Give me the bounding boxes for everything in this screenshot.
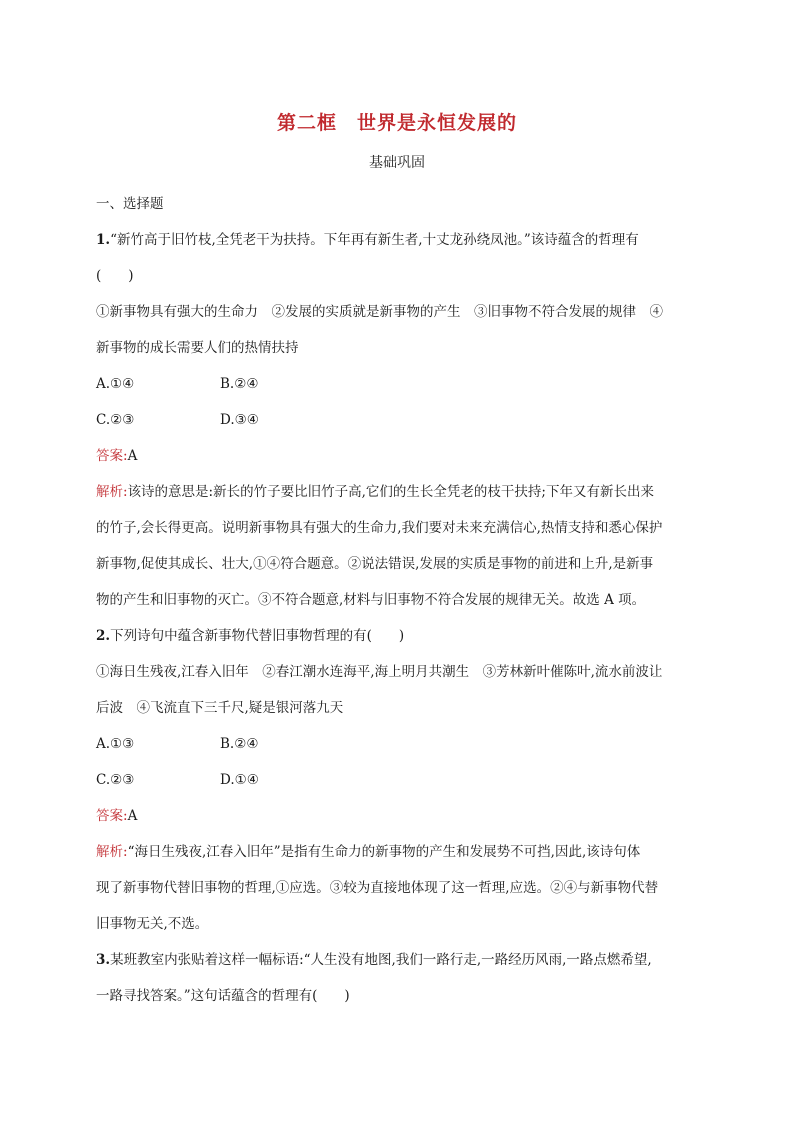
option-d: D.①④ bbox=[220, 772, 259, 788]
question-3-stem bbox=[96, 942, 696, 978]
question-number: 3. bbox=[96, 952, 111, 968]
answer-value: A bbox=[127, 808, 138, 824]
question-1-analysis bbox=[96, 474, 696, 510]
question-1-stem-cont: ( ) bbox=[96, 268, 134, 284]
question-number: 2. bbox=[96, 628, 111, 644]
option-c: C.②③ bbox=[96, 412, 135, 428]
option-a: A.①④ bbox=[96, 376, 135, 392]
option-d: D.③④ bbox=[220, 412, 259, 428]
question-1-analysis-cont: 的竹子,会长得更高。说明新事物具有强大的生命力,我们要对未来充满信心,热情支持和悉心保护 bbox=[96, 520, 663, 536]
analysis-label: 解析: bbox=[96, 844, 128, 860]
question-1-items: ①新事物具有强大的生命力 ②发展的实质就是新事物的产生 ③旧事物不符合发展的规律 ④ bbox=[96, 304, 663, 320]
document-body bbox=[96, 186, 696, 1014]
page-title: 第二框 世界是永恒发展的 bbox=[276, 112, 517, 134]
option-c: C.②③ bbox=[96, 772, 135, 788]
option-b: B.②④ bbox=[220, 736, 259, 752]
question-2-analysis-cont: 现了新事物代替旧事物的哲理,①应选。③较为直接地体现了这一哲理,应选。②④与新事物代替 bbox=[96, 880, 659, 896]
question-number: 1. bbox=[96, 232, 111, 248]
analysis-text: “海日生残夜,江春入旧年”是指有生命力的新事物的产生和发展势不可挡,因此,该诗句体 bbox=[127, 844, 641, 860]
answer-label: 答案: bbox=[96, 808, 128, 824]
question-2-options-row-2 bbox=[96, 762, 696, 798]
question-2-stem bbox=[96, 618, 696, 654]
question-1-answer bbox=[96, 438, 696, 474]
question-1-analysis-cont: 物的产生和旧事物的灭亡。③不符合题意,材料与旧事物不符合发展的规律无关。故选 A 项。 bbox=[96, 592, 646, 608]
question-2-answer bbox=[96, 798, 696, 834]
analysis-text: 该诗的意思是:新长的竹子要比旧竹子高,它们的生长全凭老的枝干扶持;下年又有新长出来 bbox=[127, 484, 654, 500]
analysis-label: 解析: bbox=[96, 484, 128, 500]
question-2-items-cont: 后波 ④飞流直下三千尺,疑是银河落九天 bbox=[96, 700, 344, 716]
question-2-options-row-1 bbox=[96, 726, 696, 762]
question-1-stem bbox=[96, 222, 696, 258]
option-b: B.②④ bbox=[220, 376, 259, 392]
question-2-analysis bbox=[96, 834, 696, 870]
question-1-analysis-cont: 新事物,促使其成长、壮大,①④符合题意。②说法错误,发展的实质是事物的前进和上升,是新事 bbox=[96, 556, 654, 572]
question-text: 某班教室内张贴着这样一幅标语:“人生没有地图,我们一路行走,一路经历风雨,一路点燃希望, bbox=[110, 952, 652, 968]
answer-value: A bbox=[127, 448, 138, 464]
question-3-stem-cont: 一路寻找答案。”这句话蕴含的哲理有( ) bbox=[96, 988, 350, 1004]
option-a: A.①③ bbox=[96, 736, 135, 752]
question-text: “新竹高于旧竹枝,全凭老干为扶持。下年再有新生者,十丈龙孙绕凤池。”该诗蕴含的哲理有 bbox=[110, 232, 639, 248]
section-heading: 一、选择题 bbox=[96, 196, 164, 212]
question-1-items-cont: 新事物的成长需要人们的热情扶持 bbox=[96, 340, 299, 356]
section-subtitle: 基础巩固 bbox=[369, 155, 425, 171]
question-1-options-row-2 bbox=[96, 402, 696, 438]
question-2-analysis-cont: 旧事物无关,不选。 bbox=[96, 916, 209, 932]
question-text: 下列诗句中蕴含新事物代替旧事物哲理的有( ) bbox=[110, 628, 405, 644]
question-2-items: ①海日生残夜,江春入旧年 ②春江潮水连海平,海上明月共潮生 ③芳林新叶催陈叶,流水前波让 bbox=[96, 664, 663, 680]
answer-label: 答案: bbox=[96, 448, 128, 464]
question-1-options-row-1 bbox=[96, 366, 696, 402]
